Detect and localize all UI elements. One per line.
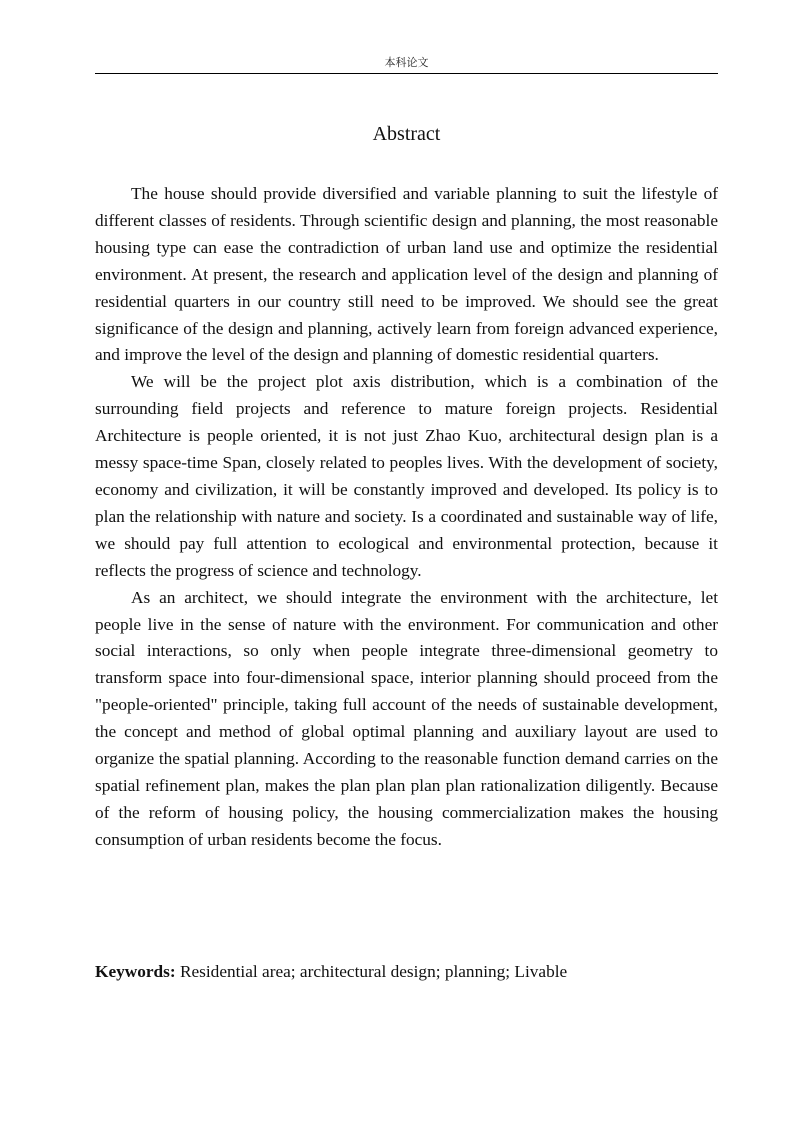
keywords-line (95, 959, 718, 985)
keywords-label: Keywords: (95, 962, 176, 981)
abstract-paragraph-3: As an architect, we should integrate the environment with the architecture, let people live in the sense of nature with the environment. For communication and other social interactions, so only when people integrate three-dimensional geometry to transform space into four-dimensional space, interior planning should proceed from the "people-oriented" principle, taking full account of the needs of sustainable development, the concept and method of global optimal planning and auxiliary layout are used to organize the spatial planning. According to the reasonable function demand carries on the spatial refinement plan, makes the plan plan plan plan rationalization diligently. Because of the reform of housing policy, the housing commercialization makes the housing consumption of urban residents become the focus. (95, 587, 718, 849)
keywords-value: Residential area; architectural design; planning; Livable (175, 962, 568, 981)
abstract-body (95, 181, 718, 854)
abstract-title: Abstract (372, 123, 441, 145)
abstract-paragraph-1: The house should provide diversified and variable planning to suit the lifestyle of different classes of residents. Through scientific design and planning, the most reasonable housing type can ease the contradiction of urban land use and optimize the residential environment. At present, the research and application level of the design and planning of residential quarters in our country still need to be improved. We should see the great significance of the design and planning, actively learn from foreign advanced experience, and improve the level of the design and planning of domestic residential quarters. (95, 184, 718, 365)
page-header: 本科论文 (384, 56, 429, 69)
abstract-paragraph-2: We will be the project plot axis distribution, which is a combination of the surrounding field projects and reference to mature foreign projects. Residential Architecture is people oriented, it is not just Zhao Kuo, architectural design plan is a messy space-time Span, closely related to peoples lives. With the development of society, economy and civilization, it will be constantly improved and developed. Its policy is to plan the relationship with nature and society. Is a coordinated and sustainable way of life, we should pay full attention to ecological and environmental protection, because it reflects the progress of science and technology. (95, 372, 718, 580)
header-divider (95, 73, 718, 74)
